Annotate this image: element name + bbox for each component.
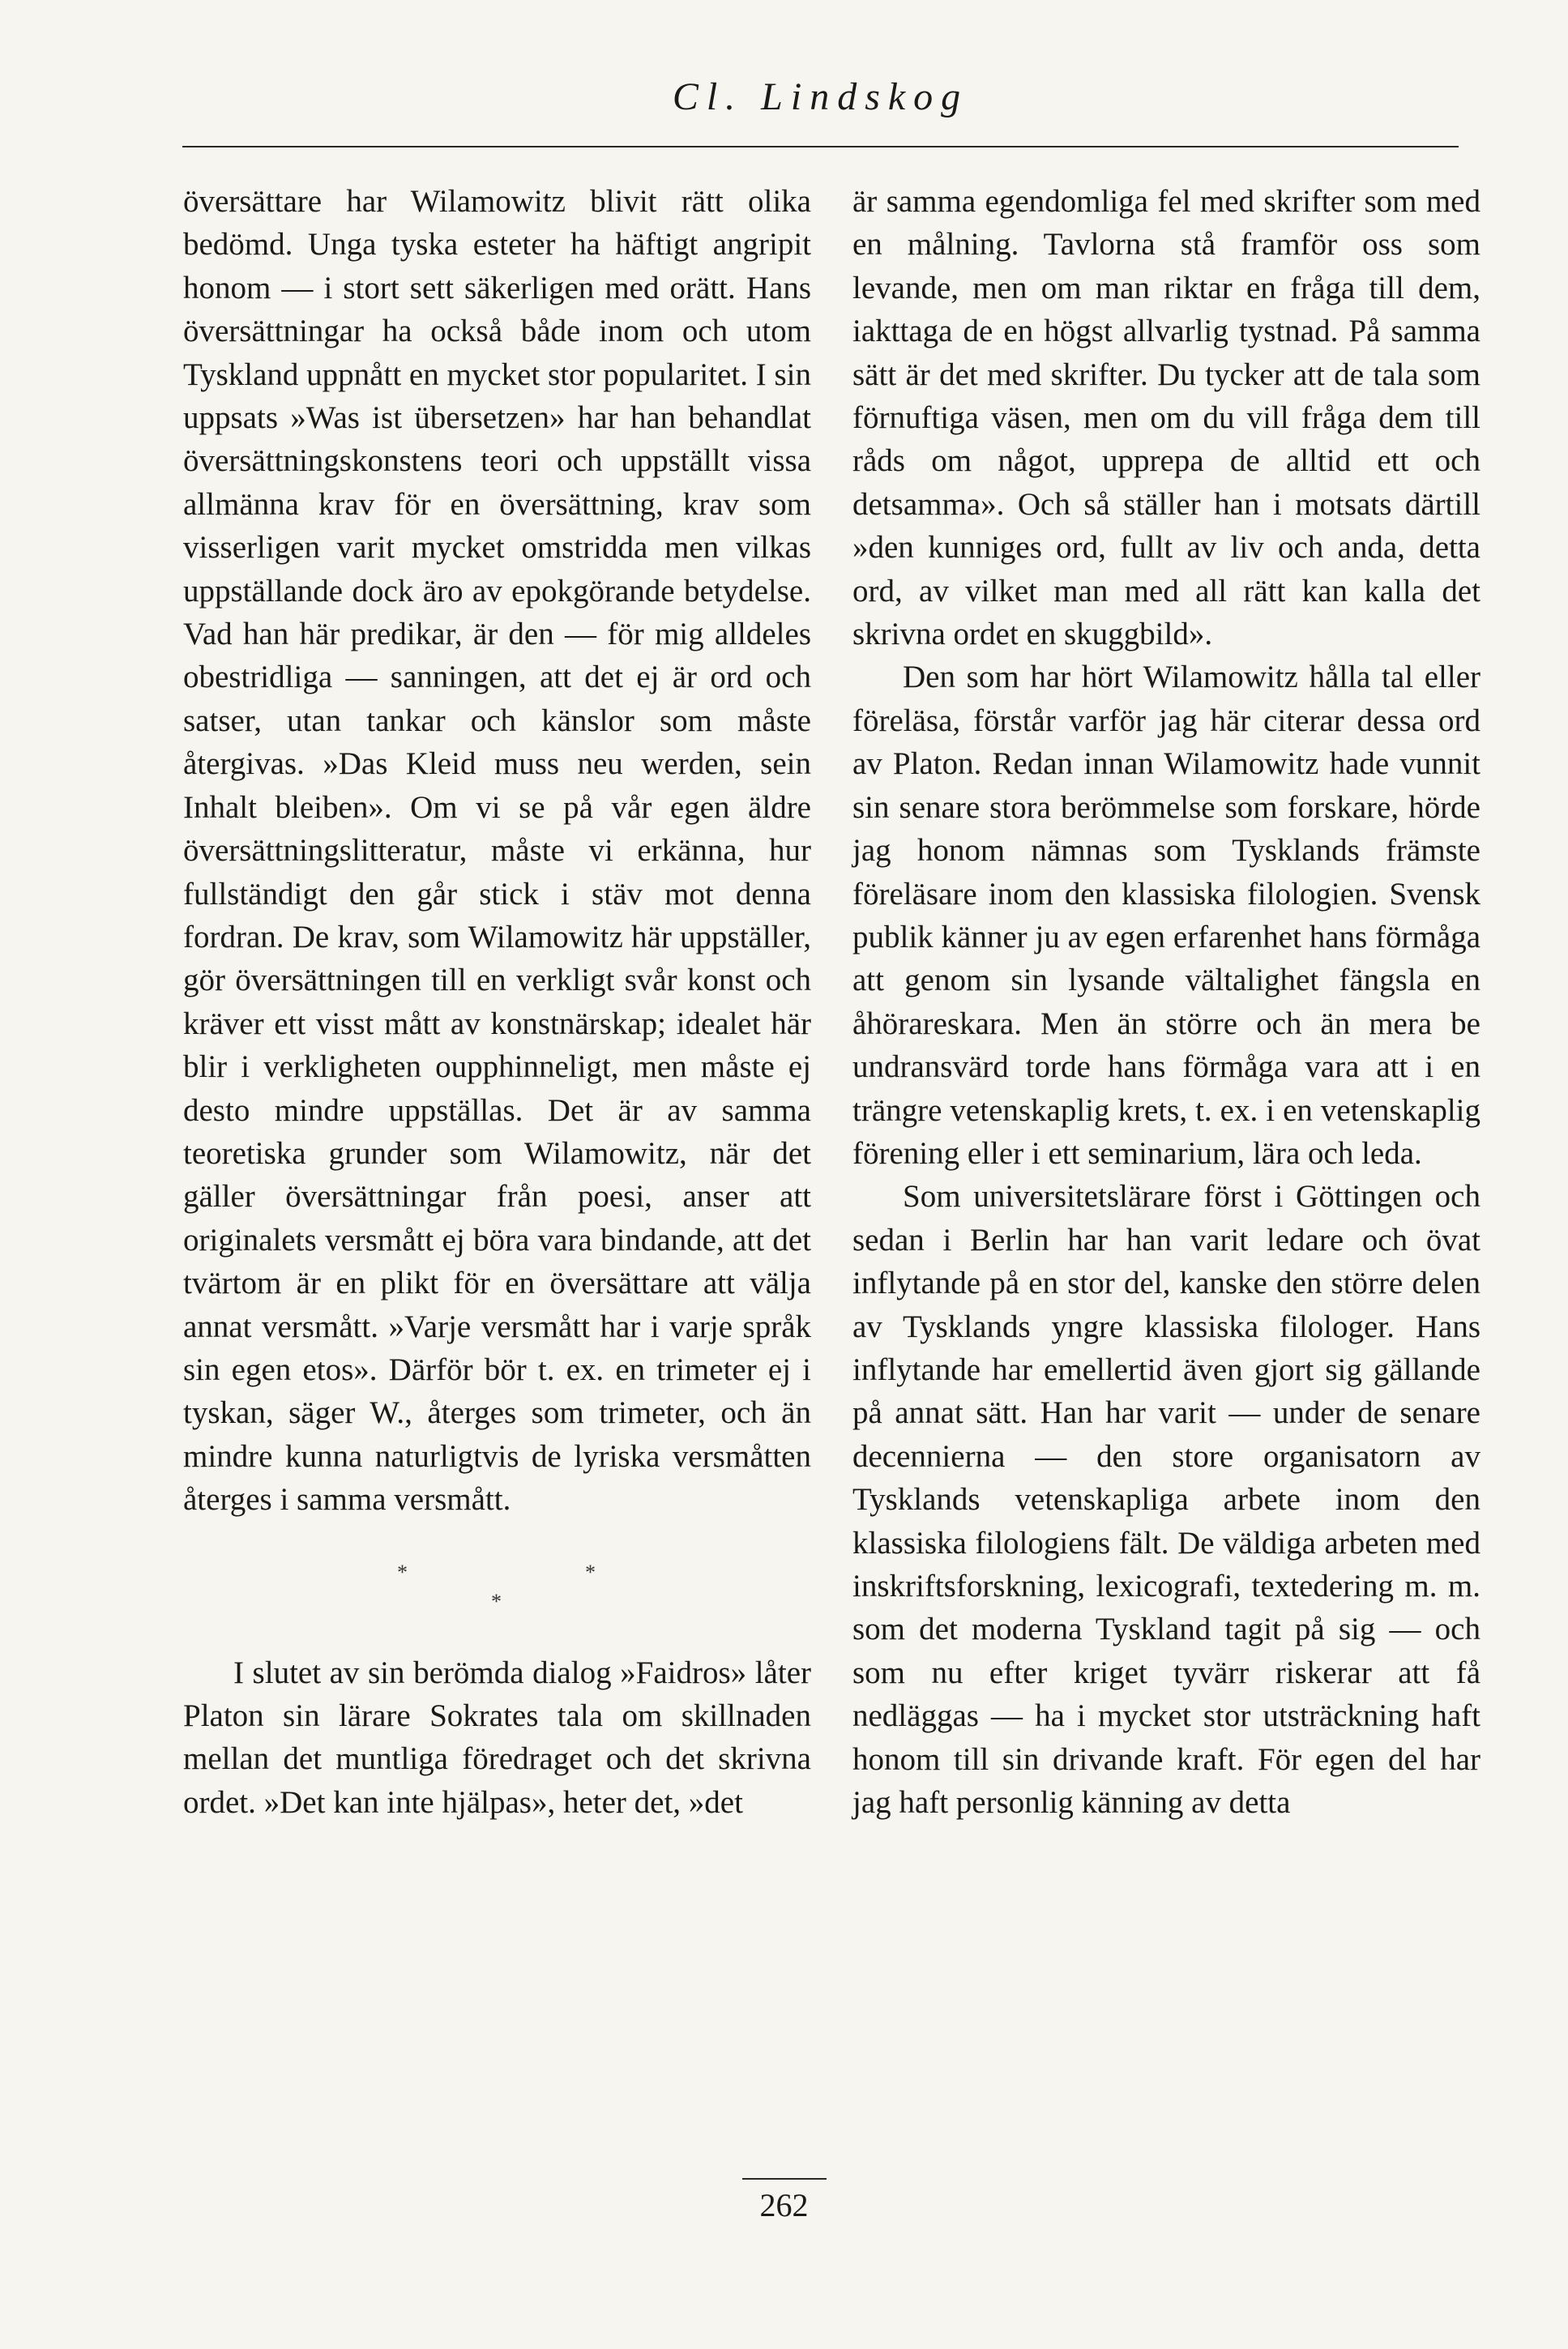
running-title: Cl. Lindskog xyxy=(672,75,969,118)
separator-star-1: * xyxy=(397,1560,408,1584)
separator-star-2: * xyxy=(491,1589,502,1613)
left-column xyxy=(183,180,811,1824)
page-number-text: 262 xyxy=(742,2178,827,2224)
running-header xyxy=(182,71,1459,147)
left-paragraph-1: översättare har Wilamowitz blivit rätt olika bedömd. Unga tyska esteter ha häftigt angripit honom — i stort sett säkerligen med orätt. Hans översättningar ha också både inom och utom Tyskland uppnått en mycket stor popularitet. I sin uppsats »Was ist übersetzen» har han behandlat översättningskonstens teori och uppställt vissa allmänna krav för en översättning, krav som visserligen varit mycket omstridda men vilkas uppställande dock äro av epokgörande betydelse. Vad han här predikar, är den — för mig alldeles obestridliga — sanningen, att det ej är ord och satser, utan tankar och känslor som måste återgivas. »Das Kleid muss neu werden, sein Inhalt bleiben». Om vi se på vår egen äldre översättningslitteratur, måste vi erkänna, hur fullständigt den går stick i stäv mot denna fordran. De krav, som Wilamowitz här uppställer, gör översättningen till en verkligt svår konst och kräver ett visst mått av konstnärskap; idealet här blir i verkligheten oupphinneligt, men måste ej desto mindre uppställas. Det är av samma teoretiska grunder som Wilamowitz, när det gäller översättningar från poesi, anser att originalets versmått ej böra vara bindande, att det tvärtom är en plikt för en översättare att välja annat versmått. »Varje versmått har i varje språk sin egen etos». Därför bör t. ex. en trimeter ej i tyskan, säger W., återges som trimeter, och än mindre kunna naturligtvis de lyriska versmåtten återges i samma versmått. xyxy=(183,184,811,1518)
right-paragraph-2: Den som har hört Wilamowitz hålla tal eller föreläsa, förstår varför jag här citerar dessa ord av Platon. Redan innan Wilamowitz hade vunnit sin senare stora berömmelse som forskare, hörde jag honom nämnas som Tysklands främste föreläsare inom den klassiska filologien. Svensk publik känner ju av egen erfarenhet hans förmåga att genom sin lysande vältalighet fängsla en åhörareskara. Men än större och än mera be undransvärd torde hans förmåga vara att i en trängre vetenskaplig krets, t. ex. i en vetenskaplig förening eller i ett seminarium, lära och leda. xyxy=(852,660,1480,1171)
right-paragraph-1: är samma egendomliga fel med skrifter som med en målning. Tavlorna stå framför oss som levande, men om man riktar en fråga till dem, iakttaga de en högst allvarlig tystnad. På samma sätt är det med skrifter. Du tycker att de tala som förnuftiga väsen, men om du vill fråga dem till råds om något, upprepa de alltid ett och detsamma». Och så ställer han i motsats därtill »den kunniges ord, fullt av liv och anda, detta ord, av vilket man med all rätt kan kalla det skrivna ordet en skuggbild». xyxy=(852,184,1480,652)
separator-star-3: * xyxy=(585,1560,596,1584)
section-separator xyxy=(183,1522,811,1651)
left-paragraph-2: I slutet av sin berömda dialog »Faidros» låter Platon sin lärare Sokrates tala om skillnaden mellan det muntliga föredraget och det skrivna ordet. »Det kan inte hjälpas», heter det, »det xyxy=(183,1655,811,1820)
right-paragraph-3: Som universitetslärare först i Göttingen och sedan i Berlin har han varit ledare och övat inflytande på en stor del, kanske den större delen av Tysklands yngre klassiska filologer. Hans inflytande har emellertid även gjort sig gällande på annat sätt. Han har varit — under de senare decennierna — den store organisatorn av Tysklands vetenskapliga arbete inom den klassiska filologiens fält. De väldiga arbeten med inskriftsforskning, lexicografi, textedering m. m. som det moderna Tyskland tagit på sig — och som nu efter kriget tyvärr riskerar att få nedläggas — ha i mycket stor utsträckning haft honom till sin drivande kraft. För egen del har jag haft personlig känning av detta xyxy=(852,1179,1480,1821)
page-number xyxy=(0,2178,1568,2224)
right-column xyxy=(852,180,1480,1824)
